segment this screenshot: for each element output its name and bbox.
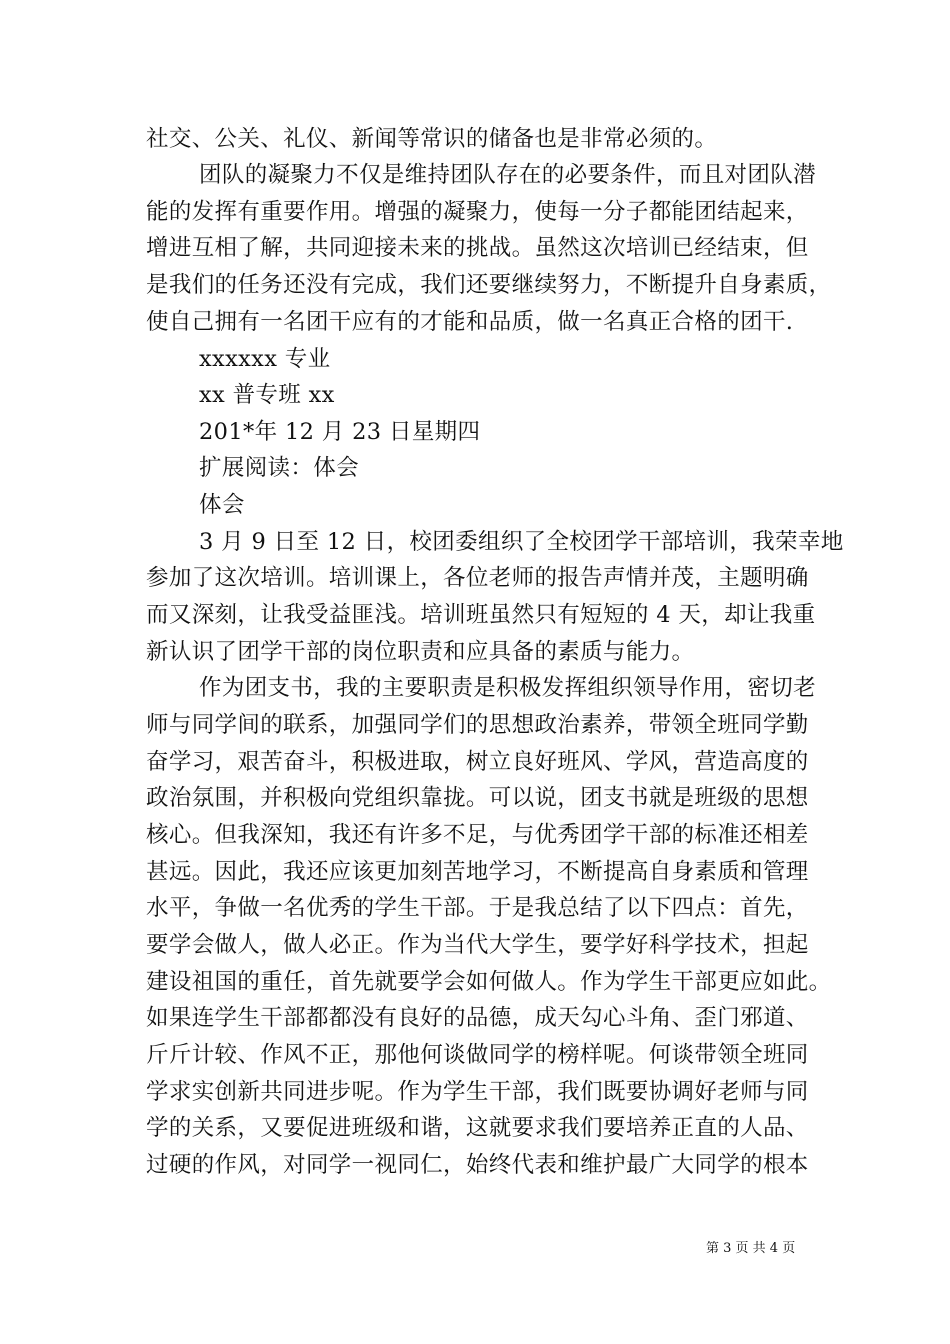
text-line: 建设祖国的重任，首先就要学会如何做人。作为学生干部更应如此。 [146,969,832,995]
date-line: 201*年 12 月 23 日星期四 [199,419,481,445]
text-line: 甚远。因此，我还应该更加刻苦地学习，不断提高自身素质和管理 [146,859,809,885]
text-line: 政治氛围，并积极向党组织靠拢。可以说，团支书就是班级的思想 [146,785,809,811]
text-line: 能的发挥有重要作用。增强的凝聚力，使每一分子都能团结起来， [146,199,809,225]
text-line: 新认识了团学干部的岗位职责和应具备的素质与能力。 [146,639,695,665]
text-line: 学求实创新共同进步呢。作为学生干部，我们既要协调好老师与同 [146,1079,809,1105]
paragraph-start-line: 3 月 9 日至 12 日，校团委组织了全校团学干部培训，我荣幸地 [199,529,844,555]
text-line: 如果连学生干部都都没有良好的品德，成天勾心斗角、歪门邪道、 [146,1005,809,1031]
extended-reading-heading: 扩展阅读：体会 [199,455,359,481]
section-title: 体会 [199,492,245,518]
paragraph-start-line: 作为团支书，我的主要职责是积极发挥组织领导作用，密切老 [199,675,816,701]
text-line: 核心。但我深知，我还有许多不足，与优秀团学干部的标准还相差 [146,822,809,848]
text-line: 社交、公关、礼仪、新闻等常识的储备也是非常必须的。 [146,126,718,152]
text-line: 要学会做人，做人必正。作为当代大学生，要学好科学技术，担起 [146,932,809,958]
text-line: 过硬的作风，对同学一视同仁，始终代表和维护最广大同学的根本 [146,1152,809,1178]
text-line: 水平，争做一名优秀的学生干部。于是我总结了以下四点：首先， [146,895,809,921]
text-line: 参加了这次培训。培训课上，各位老师的报告声情并茂，主题明确 [146,565,809,591]
class-line: xx 普专班 xx [199,382,335,408]
paragraph-start-line: 团队的凝聚力不仅是维持团队存在的必要条件，而且对团队潜 [199,162,816,188]
text-line: 学的关系，又要促进班级和谐，这就要求我们要培养正直的人品、 [146,1115,809,1141]
text-line: 斤斤计较、作风不正，那他何谈做同学的榜样呢。何谈带领全班同 [146,1042,809,1068]
text-line: 是我们的任务还没有完成，我们还要继续努力，不断提升自身素质， [146,272,832,298]
major-line: xxxxxx 专业 [199,346,331,372]
text-line: 使自己拥有一名团干应有的才能和品质，做一名真正合格的团干. [146,309,794,335]
text-line: 师与同学间的联系，加强同学们的思想政治素养，带领全班同学勤 [146,712,809,738]
text-line: 增进互相了解，共同迎接未来的挑战。虽然这次培训已经结束，但 [146,235,809,261]
text-line: 奋学习，艰苦奋斗，积极进取，树立良好班风、学风，营造高度的 [146,749,809,775]
page-number-footer: 第 3 页 共 4 页 [706,1241,796,1256]
text-line: 而又深刻，让我受益匪浅。培训班虽然只有短短的 4 天，却让我重 [146,602,816,628]
